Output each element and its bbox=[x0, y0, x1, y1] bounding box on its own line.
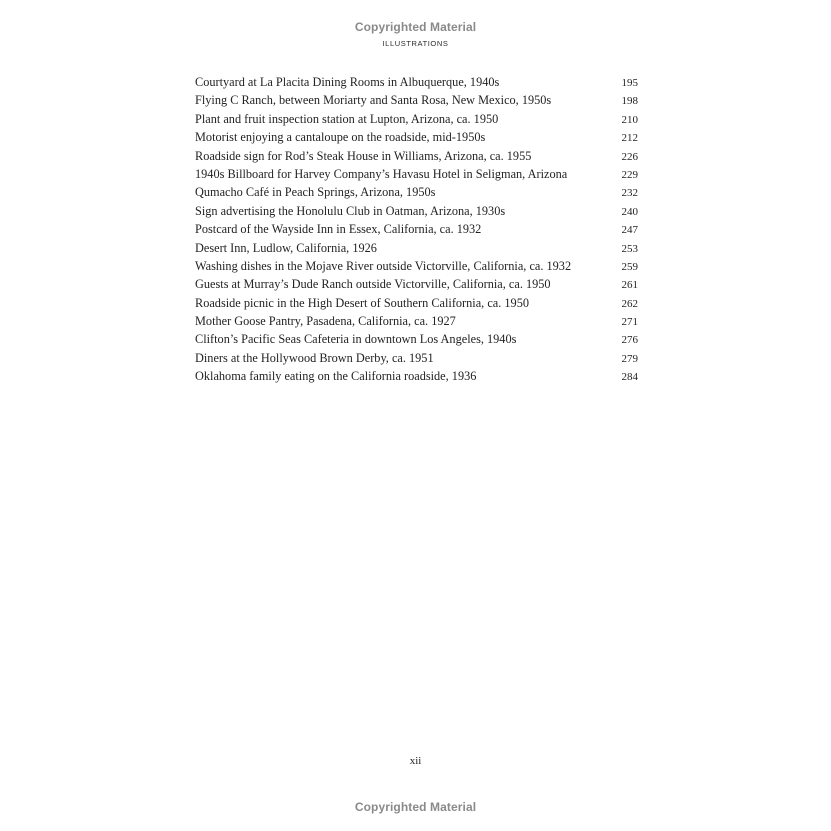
illustration-page-number: 279 bbox=[621, 352, 638, 365]
page-number: xii bbox=[409, 755, 422, 767]
illustration-title: Courtyard at La Placita Dining Rooms in Albuquerque, 1940s bbox=[195, 75, 500, 89]
illustration-page-number: 262 bbox=[621, 297, 638, 310]
illustration-page-number: 232 bbox=[621, 187, 638, 200]
illustration-page-number: 284 bbox=[621, 371, 638, 384]
illustration-entry bbox=[195, 75, 638, 93]
illustration-title: Mother Goose Pantry, Pasadena, California, ca. 1927 bbox=[195, 314, 456, 329]
illustration-entry bbox=[195, 93, 638, 111]
illustration-title: Motorist enjoying a cantaloupe on the roadside, mid-1950s bbox=[195, 130, 486, 145]
illustration-title: Desert Inn, Ludlow, California, 1926 bbox=[195, 240, 377, 255]
illustration-entry bbox=[195, 130, 638, 148]
illustration-title: Postcard of the Wayside Inn in Essex, California, ca. 1932 bbox=[195, 222, 482, 237]
illustration-page-number: 195 bbox=[621, 77, 638, 89]
illustration-entry bbox=[195, 241, 638, 259]
illustration-page-number: 253 bbox=[621, 242, 638, 255]
illustration-entry bbox=[195, 314, 638, 332]
illustration-title: Clifton’s Pacific Seas Cafeteria in downtown Los Angeles, 1940s bbox=[195, 332, 517, 347]
illustration-entry bbox=[195, 296, 638, 314]
illustration-page-number: 229 bbox=[621, 168, 638, 181]
illustrations-list bbox=[195, 75, 638, 388]
illustration-entry bbox=[195, 204, 638, 222]
illustration-page-number: 212 bbox=[621, 132, 638, 145]
illustration-entry bbox=[195, 222, 638, 240]
illustration-entry bbox=[195, 185, 638, 203]
illustration-page-number: 240 bbox=[621, 205, 638, 218]
illustration-page-number: 247 bbox=[621, 224, 638, 237]
illustration-entry bbox=[195, 149, 638, 167]
illustration-page-number: 226 bbox=[621, 150, 638, 163]
illustration-page-number: 198 bbox=[621, 95, 638, 108]
illustration-entry bbox=[195, 112, 638, 130]
illustration-page-number: 276 bbox=[621, 334, 638, 347]
illustration-title: Plant and fruit inspection station at Lupton, Arizona, ca. 1950 bbox=[195, 111, 499, 126]
illustration-title: Qumacho Café in Peach Springs, Arizona, 1950s bbox=[195, 185, 436, 200]
copyright-watermark-bottom: Copyrighted Material bbox=[354, 800, 477, 814]
illustration-entry bbox=[195, 167, 638, 185]
illustration-title: 1940s Billboard for Harvey Company’s Havasu Hotel in Seligman, Arizona bbox=[195, 166, 568, 181]
illustration-title: Flying C Ranch, between Moriarty and Santa Rosa, New Mexico, 1950s bbox=[195, 93, 552, 108]
illustration-entry bbox=[195, 351, 638, 369]
illustration-entry bbox=[195, 259, 638, 277]
illustration-entry bbox=[195, 369, 638, 387]
illustration-page-number: 271 bbox=[621, 316, 638, 329]
illustration-entry bbox=[195, 332, 638, 350]
illustration-page-number: 261 bbox=[621, 279, 638, 292]
illustration-title: Washing dishes in the Mojave River outside Victorville, California, ca. 1932 bbox=[195, 258, 572, 273]
running-head: ILLUSTRATIONS bbox=[382, 39, 449, 48]
copyright-watermark-top: Copyrighted Material bbox=[354, 20, 477, 34]
illustration-page-number: 210 bbox=[621, 113, 638, 126]
illustration-title: Roadside sign for Rod’s Steak House in Williams, Arizona, ca. 1955 bbox=[195, 148, 532, 163]
illustration-title: Guests at Murray’s Dude Ranch outside Victorville, California, ca. 1950 bbox=[195, 277, 551, 292]
illustration-title: Diners at the Hollywood Brown Derby, ca. 1951 bbox=[195, 350, 434, 365]
illustration-page-number: 259 bbox=[621, 260, 638, 273]
illustration-entry bbox=[195, 277, 638, 295]
illustration-title: Oklahoma family eating on the California roadside, 1936 bbox=[195, 369, 477, 384]
illustration-title: Roadside picnic in the High Desert of Southern California, ca. 1950 bbox=[195, 295, 529, 310]
illustration-title: Sign advertising the Honolulu Club in Oatman, Arizona, 1930s bbox=[195, 203, 506, 218]
